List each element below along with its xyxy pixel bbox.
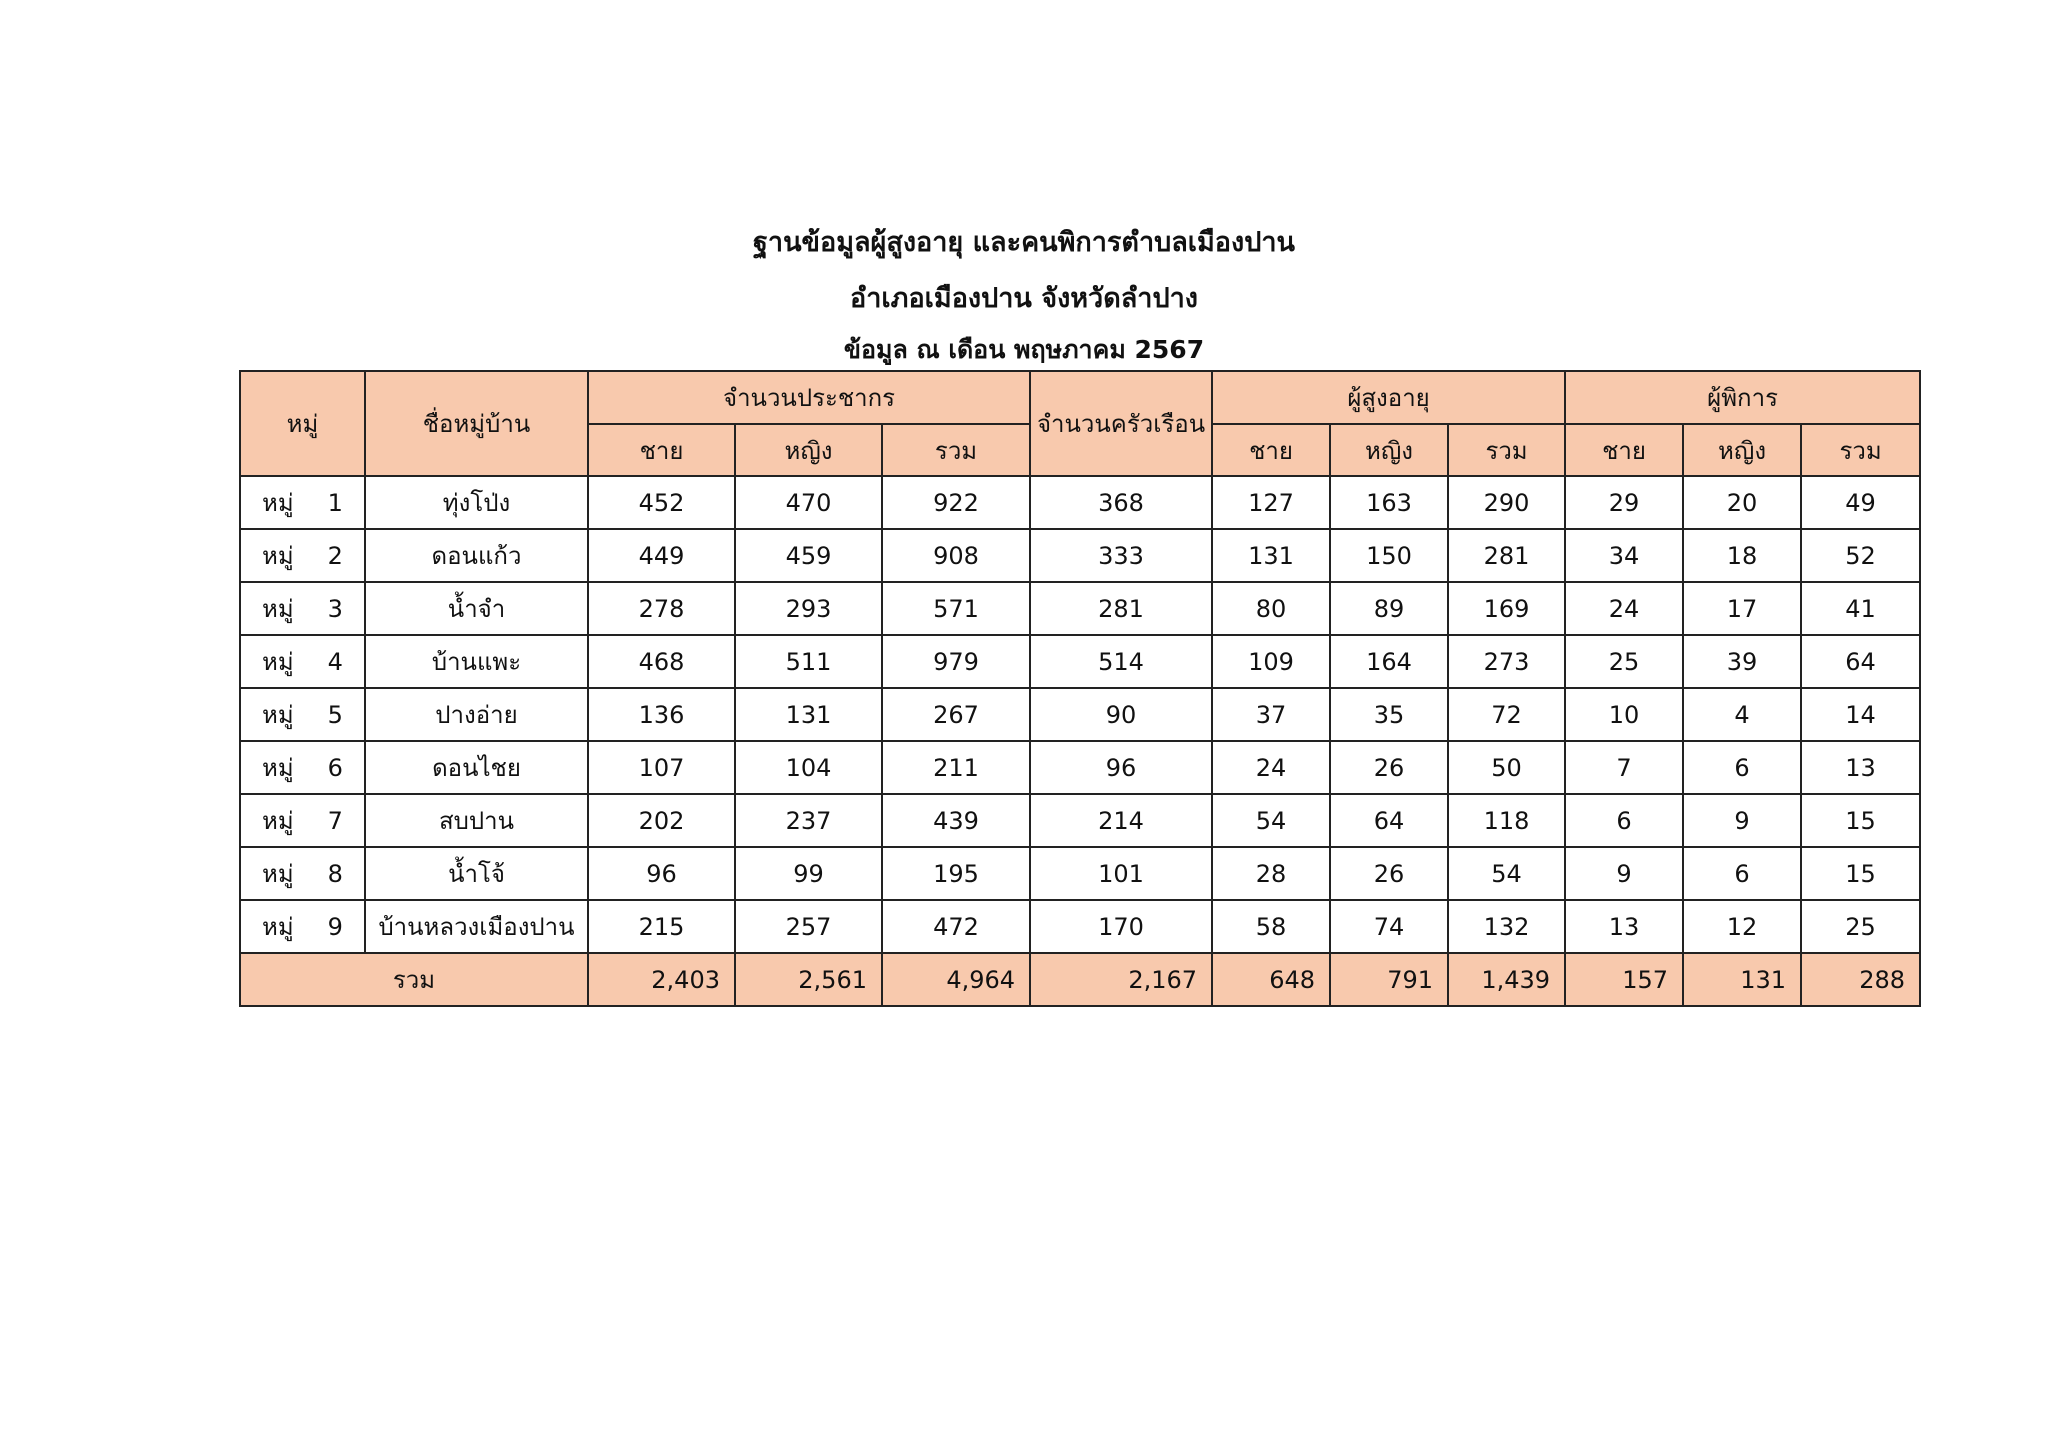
population-female-cell: 293 — [735, 582, 882, 635]
moo-cell — [240, 794, 365, 847]
table-row — [240, 529, 1920, 582]
disabled-female-cell: 39 — [1683, 635, 1801, 688]
population-total-cell: 908 — [882, 529, 1030, 582]
households-cell: 333 — [1030, 529, 1212, 582]
table-row — [240, 794, 1920, 847]
village-name-cell: ทุ่งโป่ง — [365, 476, 588, 529]
header-moo: หมู่ — [240, 371, 365, 476]
header-elderly: ผู้สูงอายุ — [1212, 371, 1565, 424]
moo-cell — [240, 582, 365, 635]
moo-number: 3 — [327, 595, 343, 623]
households-cell: 170 — [1030, 900, 1212, 953]
elderly-female-cell: 35 — [1330, 688, 1448, 741]
header-disabled-total: รวม — [1801, 424, 1920, 476]
elderly-male-cell: 58 — [1212, 900, 1330, 953]
table-row — [240, 688, 1920, 741]
population-male-cell: 452 — [588, 476, 735, 529]
disabled-male-cell: 6 — [1565, 794, 1683, 847]
disabled-male-cell: 10 — [1565, 688, 1683, 741]
households-cell: 281 — [1030, 582, 1212, 635]
population-male-cell: 278 — [588, 582, 735, 635]
moo-cell — [240, 476, 365, 529]
elderly-female-cell: 164 — [1330, 635, 1448, 688]
elderly-total-cell: 72 — [1448, 688, 1565, 741]
elderly-female-cell: 150 — [1330, 529, 1448, 582]
table-row — [240, 741, 1920, 794]
disabled-total-cell: 13 — [1801, 741, 1920, 794]
header-population-female: หญิง — [735, 424, 882, 476]
total-households: 2,167 — [1030, 953, 1212, 1006]
population-table — [239, 370, 1921, 1007]
disabled-female-cell: 17 — [1683, 582, 1801, 635]
moo-number: 1 — [327, 489, 343, 517]
table-row — [240, 900, 1920, 953]
total-disabled-total: 288 — [1801, 953, 1920, 1006]
header-population-male: ชาย — [588, 424, 735, 476]
village-name-cell: ปางอ่าย — [365, 688, 588, 741]
moo-cell — [240, 688, 365, 741]
elderly-male-cell: 37 — [1212, 688, 1330, 741]
header-population-total: รวม — [882, 424, 1030, 476]
population-female-cell: 459 — [735, 529, 882, 582]
population-total-cell: 439 — [882, 794, 1030, 847]
population-total-cell: 195 — [882, 847, 1030, 900]
table-header — [240, 371, 1920, 476]
moo-label: หมู่ — [262, 701, 294, 729]
village-name-cell: บ้านหลวงเมืองปาน — [365, 900, 588, 953]
elderly-total-cell: 290 — [1448, 476, 1565, 529]
disabled-female-cell: 18 — [1683, 529, 1801, 582]
households-cell: 96 — [1030, 741, 1212, 794]
disabled-total-cell: 14 — [1801, 688, 1920, 741]
total-disabled-male: 157 — [1565, 953, 1683, 1006]
elderly-total-cell: 118 — [1448, 794, 1565, 847]
elderly-female-cell: 26 — [1330, 847, 1448, 900]
disabled-male-cell: 9 — [1565, 847, 1683, 900]
population-male-cell: 449 — [588, 529, 735, 582]
header-village-name: ชื่อหมู่บ้าน — [365, 371, 588, 476]
disabled-male-cell: 13 — [1565, 900, 1683, 953]
village-name-cell: ดอนไชย — [365, 741, 588, 794]
disabled-total-cell: 64 — [1801, 635, 1920, 688]
moo-cell — [240, 847, 365, 900]
disabled-total-cell: 15 — [1801, 847, 1920, 900]
disabled-male-cell: 25 — [1565, 635, 1683, 688]
header-disabled: ผู้พิการ — [1565, 371, 1920, 424]
disabled-male-cell: 7 — [1565, 741, 1683, 794]
elderly-total-cell: 169 — [1448, 582, 1565, 635]
disabled-total-cell: 52 — [1801, 529, 1920, 582]
disabled-total-cell: 49 — [1801, 476, 1920, 529]
population-male-cell: 215 — [588, 900, 735, 953]
population-total-cell: 472 — [882, 900, 1030, 953]
elderly-total-cell: 132 — [1448, 900, 1565, 953]
header-elderly-male: ชาย — [1212, 424, 1330, 476]
moo-number: 9 — [327, 913, 343, 941]
disabled-male-cell: 24 — [1565, 582, 1683, 635]
moo-number: 6 — [327, 754, 343, 782]
table-row — [240, 847, 1920, 900]
village-name-cell: น้ำจำ — [365, 582, 588, 635]
elderly-male-cell: 28 — [1212, 847, 1330, 900]
header-disabled-male: ชาย — [1565, 424, 1683, 476]
village-name-cell: สบปาน — [365, 794, 588, 847]
elderly-male-cell: 80 — [1212, 582, 1330, 635]
population-male-cell: 468 — [588, 635, 735, 688]
elderly-male-cell: 54 — [1212, 794, 1330, 847]
disabled-female-cell: 6 — [1683, 847, 1801, 900]
population-female-cell: 104 — [735, 741, 882, 794]
total-elderly-total: 1,439 — [1448, 953, 1565, 1006]
population-male-cell: 136 — [588, 688, 735, 741]
table-row — [240, 582, 1920, 635]
moo-cell — [240, 529, 365, 582]
header-elderly-total: รวม — [1448, 424, 1565, 476]
disabled-female-cell: 6 — [1683, 741, 1801, 794]
elderly-male-cell: 109 — [1212, 635, 1330, 688]
elderly-female-cell: 74 — [1330, 900, 1448, 953]
disabled-female-cell: 4 — [1683, 688, 1801, 741]
population-female-cell: 257 — [735, 900, 882, 953]
disabled-total-cell: 25 — [1801, 900, 1920, 953]
households-cell: 514 — [1030, 635, 1212, 688]
population-male-cell: 107 — [588, 741, 735, 794]
total-disabled-female: 131 — [1683, 953, 1801, 1006]
document-subtitle: อำเภอเมืองปาน จังหวัดลำปาง — [850, 283, 1198, 314]
moo-cell — [240, 900, 365, 953]
population-total-cell: 979 — [882, 635, 1030, 688]
disabled-total-cell: 41 — [1801, 582, 1920, 635]
elderly-male-cell: 131 — [1212, 529, 1330, 582]
households-cell: 90 — [1030, 688, 1212, 741]
moo-label: หมู่ — [262, 807, 294, 835]
households-cell: 368 — [1030, 476, 1212, 529]
table-row — [240, 476, 1920, 529]
table-body — [240, 476, 1920, 1006]
population-female-cell: 131 — [735, 688, 882, 741]
moo-label: หมู่ — [262, 595, 294, 623]
moo-cell — [240, 741, 365, 794]
moo-cell — [240, 635, 365, 688]
population-total-cell: 211 — [882, 741, 1030, 794]
population-total-cell: 922 — [882, 476, 1030, 529]
total-population-male: 2,403 — [588, 953, 735, 1006]
households-cell: 101 — [1030, 847, 1212, 900]
disabled-female-cell: 12 — [1683, 900, 1801, 953]
elderly-female-cell: 89 — [1330, 582, 1448, 635]
elderly-female-cell: 163 — [1330, 476, 1448, 529]
population-female-cell: 237 — [735, 794, 882, 847]
moo-number: 2 — [327, 542, 343, 570]
disabled-female-cell: 9 — [1683, 794, 1801, 847]
population-female-cell: 470 — [735, 476, 882, 529]
moo-number: 8 — [327, 860, 343, 888]
elderly-total-cell: 281 — [1448, 529, 1565, 582]
disabled-male-cell: 34 — [1565, 529, 1683, 582]
document-title: ฐานข้อมูลผู้สูงอายุ และคนพิการตำบลเมืองปาน — [753, 227, 1295, 258]
total-elderly-male: 648 — [1212, 953, 1330, 1006]
moo-label: หมู่ — [262, 648, 294, 676]
header-households: จำนวนครัวเรือน — [1030, 371, 1212, 476]
village-name-cell: บ้านแพะ — [365, 635, 588, 688]
header-population: จำนวนประชากร — [588, 371, 1030, 424]
moo-number: 4 — [327, 648, 343, 676]
elderly-total-cell: 54 — [1448, 847, 1565, 900]
moo-number: 5 — [327, 701, 343, 729]
disabled-female-cell: 20 — [1683, 476, 1801, 529]
population-male-cell: 202 — [588, 794, 735, 847]
moo-label: หมู่ — [262, 489, 294, 517]
moo-label: หมู่ — [262, 860, 294, 888]
elderly-male-cell: 24 — [1212, 741, 1330, 794]
disabled-total-cell: 15 — [1801, 794, 1920, 847]
moo-label: หมู่ — [262, 913, 294, 941]
population-total-cell: 267 — [882, 688, 1030, 741]
header-disabled-female: หญิง — [1683, 424, 1801, 476]
households-cell: 214 — [1030, 794, 1212, 847]
total-elderly-female: 791 — [1330, 953, 1448, 1006]
village-name-cell: ดอนแก้ว — [365, 529, 588, 582]
moo-number: 7 — [327, 807, 343, 835]
population-female-cell: 511 — [735, 635, 882, 688]
elderly-female-cell: 26 — [1330, 741, 1448, 794]
total-population-total: 4,964 — [882, 953, 1030, 1006]
moo-label: หมู่ — [262, 754, 294, 782]
village-name-cell: น้ำโจ้ — [365, 847, 588, 900]
data-date-caption: ข้อมูล ณ เดือน พฤษภาคม 2567 — [843, 335, 1205, 364]
header-elderly-female: หญิง — [1330, 424, 1448, 476]
table-row — [240, 635, 1920, 688]
moo-label: หมู่ — [262, 542, 294, 570]
total-row — [240, 953, 1920, 1006]
population-female-cell: 99 — [735, 847, 882, 900]
total-population-female: 2,561 — [735, 953, 882, 1006]
elderly-total-cell: 273 — [1448, 635, 1565, 688]
elderly-female-cell: 64 — [1330, 794, 1448, 847]
population-total-cell: 571 — [882, 582, 1030, 635]
disabled-male-cell: 29 — [1565, 476, 1683, 529]
total-label: รวม — [240, 953, 588, 1006]
elderly-male-cell: 127 — [1212, 476, 1330, 529]
population-male-cell: 96 — [588, 847, 735, 900]
elderly-total-cell: 50 — [1448, 741, 1565, 794]
